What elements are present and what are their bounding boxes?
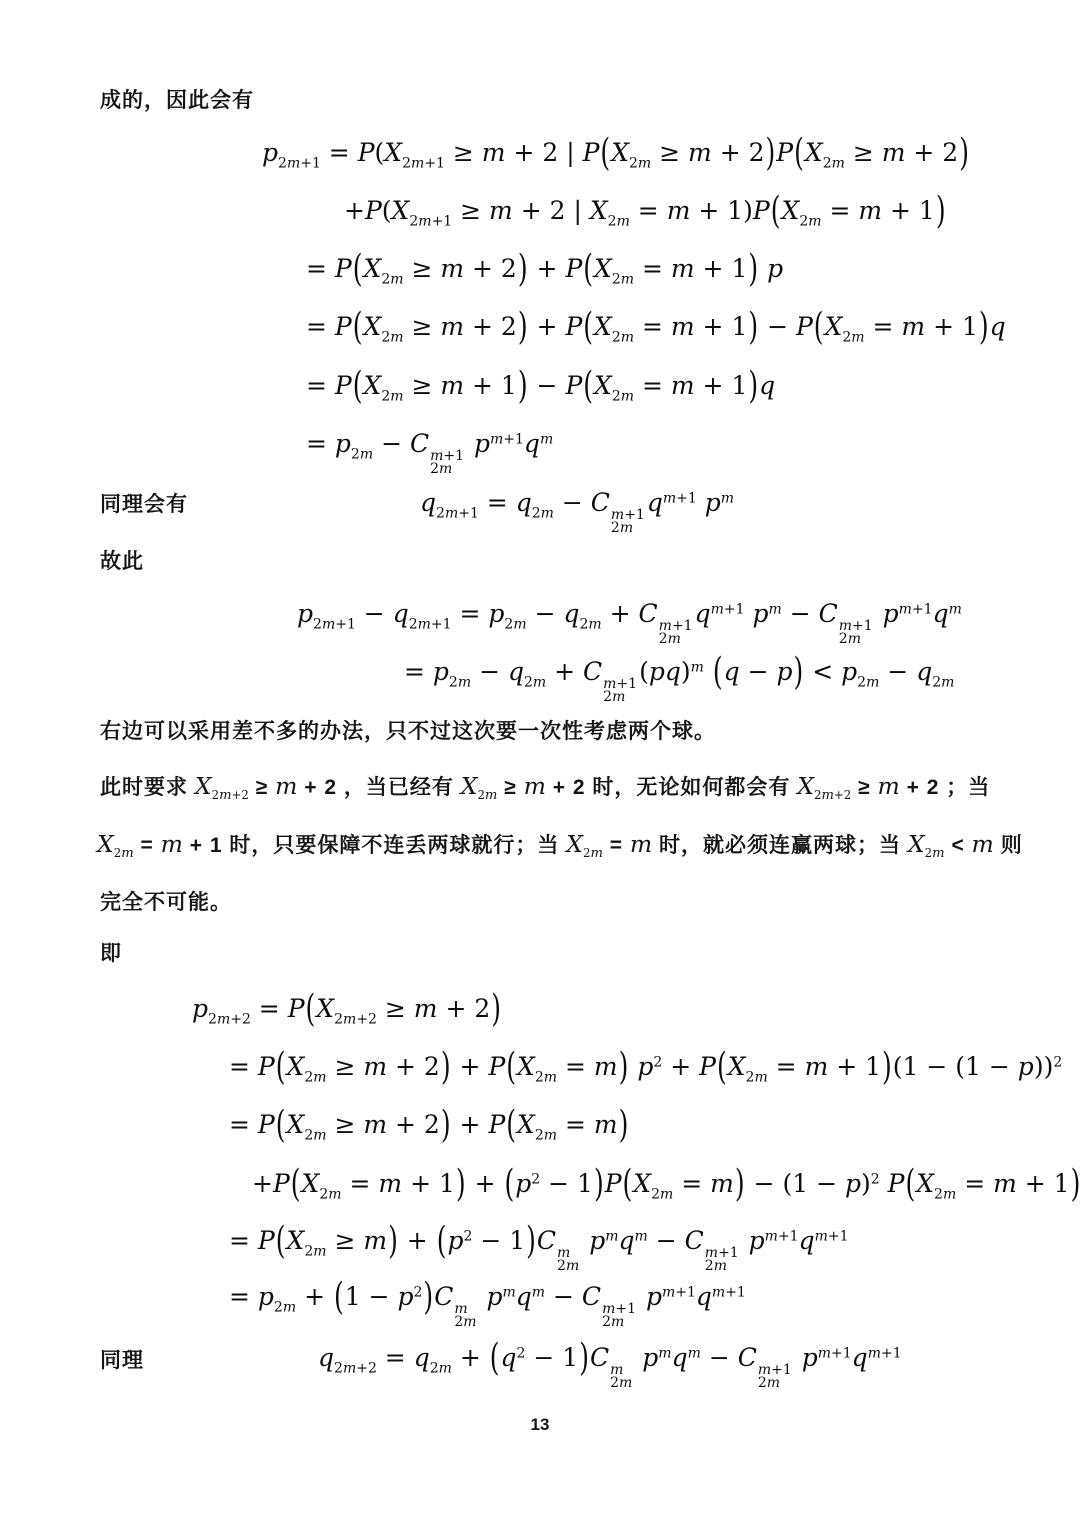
eq1-line1: $p_{2m+1} = P(X_{2m+1} \ge m + 2$ | $P(X_{2m} \ge m + 2)P(X_{2m} \ge m + 2)$ xyxy=(262,130,969,174)
eq3-line1: $p_{2m+1} - q_{2m+1} = p_{2m} - q_{2m} + C$ m+1 2m $q^{m+1}$ $p^m - C$ m+1 2m $p^{m+1}q^m$ xyxy=(297,599,962,647)
eq4-line4: $+P(X_{2m} = m + 1) + (p^2 - 1)P(X_{2m} = m) - (1 - p)^2$ $P(X_{2m} = m + 1)$ xyxy=(252,1161,1080,1205)
eq1-line2: $+P(X_{2m+1} \ge m + 2$ | $X_{2m} = m + 1)P(X_{2m} = m + 1)$ xyxy=(344,188,946,232)
eq4-line6: = $p_{2m} + (1 - p^2)C$ m 2m $p^mq^m - C$ m+1 2m $p^{m+1}q^{m+1}$ xyxy=(229,1274,746,1330)
eq1-line4: = $P(X_{2m} \ge m + 2) + P(X_{2m} = m + 1) - P(X_{2m} = m + 1)q$ xyxy=(306,304,1006,348)
eq2-line1: $q_{2m+1} = q_{2m} - C$ m+1 2m $q^{m+1}$ $p^m$ xyxy=(420,488,735,536)
eq4-line1: $p_{2m+2} = P(X_{2m+2} \ge m + 2)$ xyxy=(192,986,502,1030)
eq3-line2: = $p_{2m} - q_{2m} + C$ m+1 2m (pq)$^m$ $(q - p) < p_{2m} - q_{2m}$ xyxy=(404,649,955,705)
eq1-line3: = $P(X_{2m} \ge m + 2) + P(X_{2m} = m + 1)$ p xyxy=(306,246,784,290)
ji-label: 即 xyxy=(100,942,122,965)
eq1-line5: = $P(X_{2m} \ge m + 1) - P(X_{2m} = m + 1)q$ xyxy=(306,363,776,407)
tongli-huiyou-label: 同理会有 xyxy=(100,493,188,516)
tongli-label: 同理 xyxy=(100,1349,144,1372)
guci-label: 故此 xyxy=(100,550,144,573)
paragraph-cases-2: $X_{2m} = m + 1$ 时，只要保障不连丢两球就行；当 $X_{2m} = m$ 时，就必须连赢两球；当 $X_{2m} < m$ 则 xyxy=(97,830,1023,862)
eq5-line1: $q_{2m+2} = q_{2m} + (q^2 - 1)C$ m 2m $p^mq^m - C$ m+1 2m $p^{m+1}q^{m+1}$ xyxy=(318,1335,902,1391)
eq4-line5: = $P(X_{2m} \ge m) + (p^2 - 1)C$ m 2m $p^mq^m - C$ m+1 2m $p^{m+1}q^{m+1}$ xyxy=(229,1218,849,1274)
paragraph-method: 右边可以采用差不多的办法，只不过这次要一次性考虑两个球。 xyxy=(100,720,716,743)
eq1-line6: = $p_{2m} - C$ m+1 2m $p^{m+1}q^m$ xyxy=(306,429,554,477)
eq4-line3: = $P(X_{2m} \ge m + 2) + P(X_{2m} = m)$ xyxy=(229,1102,629,1146)
eq4-line2: = $P(X_{2m} \ge m + 2) + P(X_{2m} = m) p^2 + P(X_{2m} = m + 1)(1 - (1 - p))^2$ xyxy=(229,1044,1063,1088)
page-number: 13 xyxy=(530,1415,550,1434)
paragraph-impossible: 完全不可能。 xyxy=(100,891,232,914)
paragraph-cases-1: 此时要求 $X_{2m+2} \ge m + 2$ ，当已经有 $X_{2m} \ge m + 2$ 时，无论如何都会有 $X_{2m+2} \ge m + 2$ ；当 xyxy=(100,772,991,804)
intro-text: 成的，因此会有 xyxy=(100,89,254,112)
